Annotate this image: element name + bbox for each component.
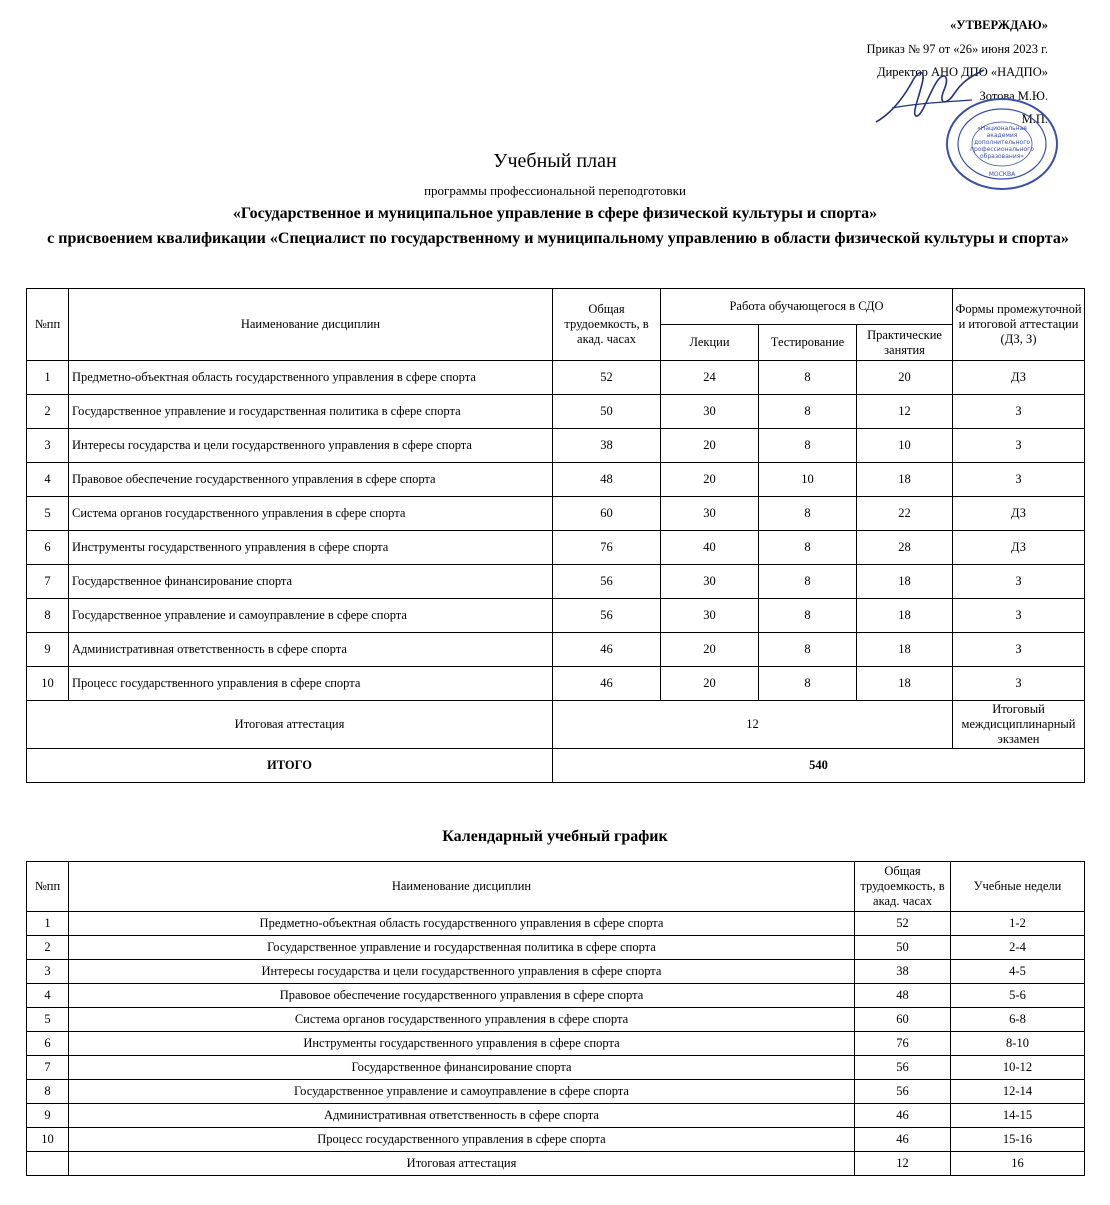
svg-text:«Национальная: «Национальная [977, 125, 1027, 132]
total-row [27, 749, 1085, 783]
header-num: №пп [27, 289, 69, 361]
header-total: Общая трудоемкость, в акад. часах [553, 289, 661, 361]
table-row [27, 395, 1085, 429]
svg-text:образования»: образования» [979, 153, 1025, 160]
cell-num: 3 [27, 960, 69, 984]
cell-total: 52 [855, 912, 951, 936]
calendar-row [27, 960, 1085, 984]
header-testing: Тестирование [759, 325, 857, 361]
cell-total: 38 [553, 429, 661, 463]
cell-num: 1 [27, 361, 69, 395]
cell-name: Государственное финансирование спорта [69, 565, 553, 599]
cell-form: З [953, 395, 1085, 429]
cell-total: 46 [553, 667, 661, 701]
cell-num: 3 [27, 429, 69, 463]
calendar-table [26, 861, 1085, 1176]
cal-final-weeks: 16 [951, 1152, 1085, 1176]
cell-testing: 8 [759, 429, 857, 463]
cell-practice: 10 [857, 429, 953, 463]
cell-weeks: 2-4 [951, 936, 1085, 960]
cell-name: Интересы государства и цели государственного управления в сфере спорта [69, 960, 855, 984]
table-row [27, 599, 1085, 633]
cell-name: Государственное управление и самоуправление в сфере спорта [69, 599, 553, 633]
calendar-row [27, 1080, 1085, 1104]
cell-name: Инструменты государственного управления в сфере спорта [69, 531, 553, 565]
calendar-row [27, 1104, 1085, 1128]
cell-lectures: 20 [661, 463, 759, 497]
table-row [27, 565, 1085, 599]
cell-total: 48 [855, 984, 951, 1008]
header-forms: Формы промежуточной и итоговой аттестации (ДЗ, З) [953, 289, 1085, 361]
curriculum-table [26, 288, 1085, 783]
final-attestation-row [27, 701, 1085, 749]
cell-total: 38 [855, 960, 951, 984]
calendar-row [27, 912, 1085, 936]
cell-form: З [953, 463, 1085, 497]
cell-num: 8 [27, 599, 69, 633]
approval-stamp-place: М.П. [1021, 112, 1048, 126]
cell-num: 2 [27, 936, 69, 960]
approval-order: Приказ № 97 от «26» июня 2023 г. [866, 41, 1048, 56]
program-name: «Государственное и муниципальное управление в сфере физической культуры и спорта» [232, 205, 878, 222]
cell-form: З [953, 429, 1085, 463]
cell-num: 10 [27, 667, 69, 701]
cell-practice: 12 [857, 395, 953, 429]
cell-practice: 18 [857, 565, 953, 599]
svg-text:МОСКВА: МОСКВА [988, 171, 1016, 178]
cell-weeks: 12-14 [951, 1080, 1085, 1104]
table-row [27, 361, 1085, 395]
cell-total: 56 [855, 1080, 951, 1104]
cal-final-label: Итоговая аттестация [69, 1152, 855, 1176]
cal-final-row [27, 1152, 1085, 1176]
cell-testing: 10 [759, 463, 857, 497]
table-row [27, 429, 1085, 463]
cell-form: З [953, 565, 1085, 599]
cell-weeks: 10-12 [951, 1056, 1085, 1080]
cal-header-name: Наименование дисциплин [69, 862, 855, 912]
cell-lectures: 30 [661, 565, 759, 599]
cell-num: 5 [27, 497, 69, 531]
cell-name: Предметно-объектная область государственного управления в сфере спорта [69, 912, 855, 936]
cell-practice: 18 [857, 667, 953, 701]
cell-name: Процесс государственного управления в сфере спорта [69, 667, 553, 701]
cell-lectures: 20 [661, 633, 759, 667]
cell-num: 6 [27, 531, 69, 565]
cell-name: Государственное управление и государственная политика в сфере спорта [69, 936, 855, 960]
cell-num: 5 [27, 1008, 69, 1032]
table-row [27, 531, 1085, 565]
cell-weeks: 6-8 [951, 1008, 1085, 1032]
cell-testing: 8 [759, 531, 857, 565]
total-label: ИТОГО [27, 749, 553, 783]
cell-name: Инструменты государственного управления в сфере спорта [69, 1032, 855, 1056]
table-row [27, 463, 1085, 497]
cell-total: 50 [553, 395, 661, 429]
cell-name: Административная ответственность в сфере спорта [69, 633, 553, 667]
cell-total: 46 [855, 1104, 951, 1128]
cell-total: 76 [855, 1032, 951, 1056]
cell-weeks: 14-15 [951, 1104, 1085, 1128]
calendar-row [27, 1056, 1085, 1080]
cell-testing: 8 [759, 395, 857, 429]
cell-name: Интересы государства и цели государственного управления в сфере спорта [69, 429, 553, 463]
cell-practice: 18 [857, 463, 953, 497]
approval-header: «УТВЕРЖДАЮ» [950, 18, 1048, 32]
cell-lectures: 20 [661, 429, 759, 463]
cell-testing: 8 [759, 667, 857, 701]
cell-practice: 18 [857, 599, 953, 633]
cell-lectures: 30 [661, 599, 759, 633]
cell-total: 60 [553, 497, 661, 531]
cell-total: 60 [855, 1008, 951, 1032]
cell-lectures: 30 [661, 497, 759, 531]
cell-practice: 22 [857, 497, 953, 531]
approval-name: Зотова М.Ю. [979, 88, 1048, 103]
cell-name: Государственное управление и государственная политика в сфере спорта [69, 395, 553, 429]
calendar-row [27, 1128, 1085, 1152]
calendar-row [27, 1032, 1085, 1056]
cell-num: 10 [27, 1128, 69, 1152]
cell-lectures: 24 [661, 361, 759, 395]
cal-header-weeks: Учебные недели [951, 862, 1085, 912]
table-row [27, 633, 1085, 667]
svg-text:профессионального: профессионального [970, 146, 1034, 153]
calendar-title: Календарный учебный график [442, 828, 668, 845]
cal-header-num: №пп [27, 862, 69, 912]
cell-total: 50 [855, 936, 951, 960]
cell-form: ДЗ [953, 361, 1085, 395]
cell-form: З [953, 599, 1085, 633]
cell-testing: 8 [759, 497, 857, 531]
header-practice: Практические занятия [857, 325, 953, 361]
cell-weeks: 15-16 [951, 1128, 1085, 1152]
header-work: Работа обучающегося в СДО [661, 289, 953, 325]
qualification: с присвоением квалификации «Специалист по государственному и муниципальному управлению в области физической культуры и спорта» [47, 230, 1069, 247]
cal-header-total: Общая трудоемкость, в акад. часах [855, 862, 951, 912]
cell-total: 52 [553, 361, 661, 395]
cell-testing: 8 [759, 599, 857, 633]
calendar-row [27, 1008, 1085, 1032]
svg-text:дополнительного: дополнительного [973, 139, 1031, 146]
cell-name: Административная ответственность в сфере спорта [69, 1104, 855, 1128]
cell-testing: 8 [759, 633, 857, 667]
cal-final-total: 12 [855, 1152, 951, 1176]
cell-weeks: 1-2 [951, 912, 1085, 936]
cell-name: Процесс государственного управления в сфере спорта [69, 1128, 855, 1152]
header-lectures: Лекции [661, 325, 759, 361]
cell-name: Система органов государственного управления в сфере спорта [69, 1008, 855, 1032]
cell-num: 9 [27, 1104, 69, 1128]
cell-name: Правовое обеспечение государственного управления в сфере спорта [69, 984, 855, 1008]
cell-lectures: 30 [661, 395, 759, 429]
cell-weeks: 5-6 [951, 984, 1085, 1008]
cell-practice: 18 [857, 633, 953, 667]
cell-num: 6 [27, 1032, 69, 1056]
cell-weeks: 4-5 [951, 960, 1085, 984]
cell-lectures: 40 [661, 531, 759, 565]
cell-form: ДЗ [953, 497, 1085, 531]
cell-form: ДЗ [953, 531, 1085, 565]
cell-total: 46 [855, 1128, 951, 1152]
cell-num: 2 [27, 395, 69, 429]
final-label: Итоговая аттестация [27, 701, 553, 749]
final-hours: 12 [553, 701, 953, 749]
total-hours: 540 [553, 749, 1085, 783]
header-name: Наименование дисциплин [69, 289, 553, 361]
cell-name: Государственное управление и самоуправление в сфере спорта [69, 1080, 855, 1104]
cell-total: 48 [553, 463, 661, 497]
table-row [27, 667, 1085, 701]
calendar-row [27, 936, 1085, 960]
cell-practice: 28 [857, 531, 953, 565]
cell-lectures: 20 [661, 667, 759, 701]
svg-text:академия: академия [986, 132, 1018, 139]
cell-total: 56 [553, 565, 661, 599]
cell-num: 9 [27, 633, 69, 667]
cell-name: Система органов государственного управления в сфере спорта [69, 497, 553, 531]
cell-num: 8 [27, 1080, 69, 1104]
cell-weeks: 8-10 [951, 1032, 1085, 1056]
document-title: Учебный план [493, 150, 617, 172]
calendar-row [27, 984, 1085, 1008]
cell-num: 7 [27, 1056, 69, 1080]
cell-testing: 8 [759, 565, 857, 599]
final-form: Итоговый междисциплинарный экзамен [953, 701, 1085, 749]
cell-num: 4 [27, 984, 69, 1008]
cell-total: 46 [553, 633, 661, 667]
seal-stamp [944, 96, 1060, 192]
cell-num: 4 [27, 463, 69, 497]
cell-total: 76 [553, 531, 661, 565]
document-subtitle: программы профессиональной переподготовки [424, 183, 686, 198]
cell-testing: 8 [759, 361, 857, 395]
cell-name: Государственное финансирование спорта [69, 1056, 855, 1080]
approval-director: Директор АНО ДПО «НАДПО» [877, 65, 1048, 79]
cell-name: Предметно-объектная область государственного управления в сфере спорта [69, 361, 553, 395]
cell-num: 7 [27, 565, 69, 599]
cell-num: 1 [27, 912, 69, 936]
cell-form: З [953, 633, 1085, 667]
cell-practice: 20 [857, 361, 953, 395]
cal-final-num [27, 1152, 69, 1176]
cell-total: 56 [553, 599, 661, 633]
table-row [27, 497, 1085, 531]
cell-form: З [953, 667, 1085, 701]
cell-name: Правовое обеспечение государственного управления в сфере спорта [69, 463, 553, 497]
cell-total: 56 [855, 1056, 951, 1080]
